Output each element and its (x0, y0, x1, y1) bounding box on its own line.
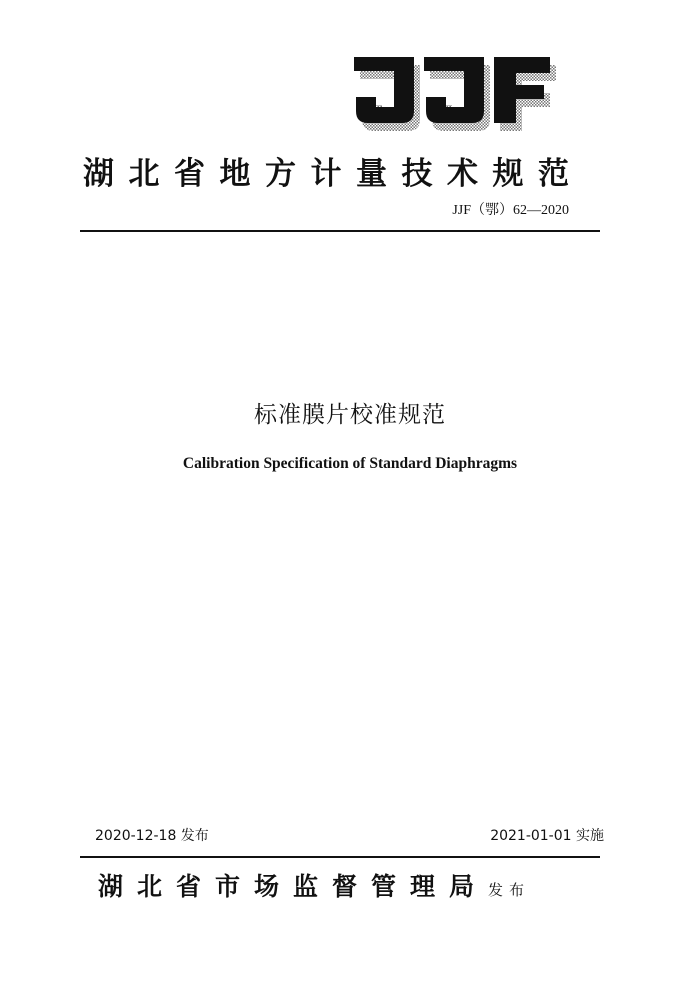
document-code: JJF（鄂）62—2020 (452, 203, 569, 218)
document-title-en: Calibration Specification of Standard Diaphragms (182, 455, 518, 472)
standard-series-title: 湖北省地方计量技术规范 (83, 156, 584, 192)
footer-divider (80, 856, 600, 858)
issuer-name: 湖北省市场监督管理局 (98, 872, 489, 901)
header-divider (80, 230, 600, 232)
issue-date: 2020-12-18 发布 (95, 828, 209, 844)
effective-date: 2021-01-01 实施 (490, 828, 604, 844)
issuer-line (98, 867, 530, 903)
issuer-suffix: 发布 (488, 881, 531, 899)
jjf-logo (352, 53, 558, 137)
document-title-cn: 标准膜片校准规范 (254, 402, 446, 428)
